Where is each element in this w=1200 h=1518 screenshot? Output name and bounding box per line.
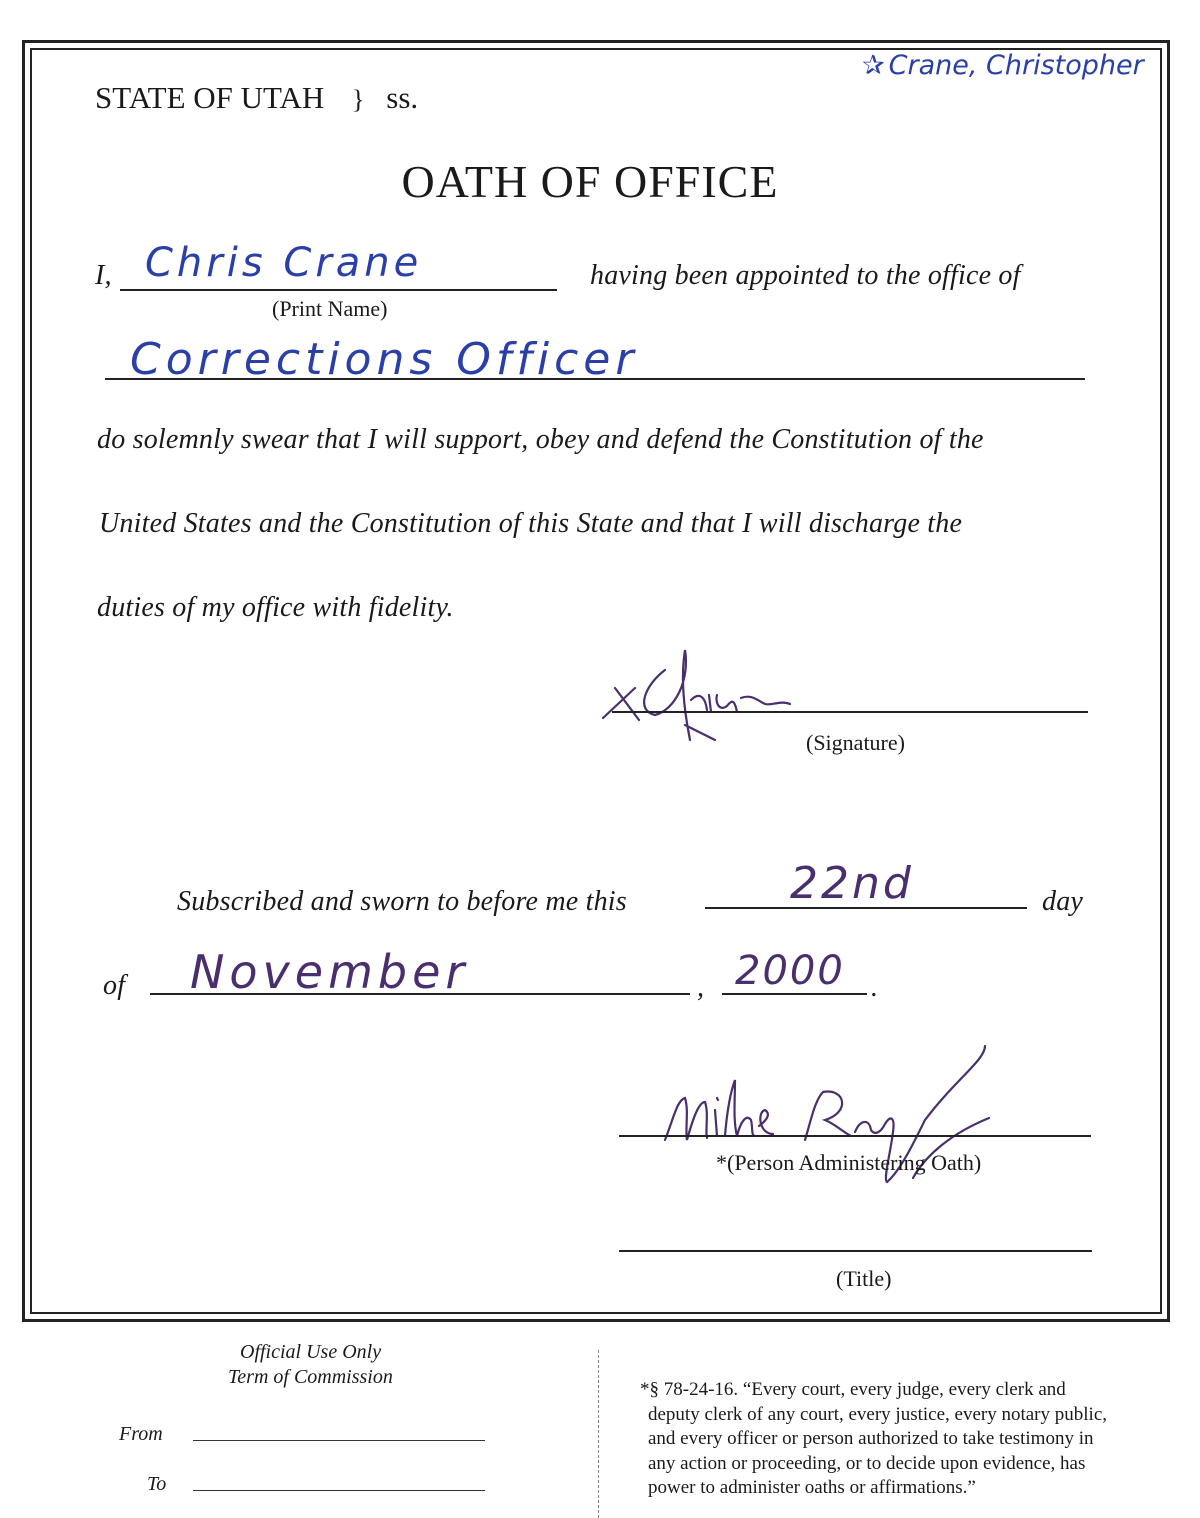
statute-line-4: any action or proceeding, or to decide upon evidence, has [648, 1452, 1086, 1474]
appointed-text: having been appointed to the office of [590, 260, 1021, 291]
subscribed-text: Subscribed and sworn to before me this [177, 886, 627, 917]
title-label: (Title) [836, 1266, 892, 1291]
office-value: Corrections Officer [130, 334, 639, 385]
statute-text [640, 1378, 1107, 1501]
term-heading: Term of Commission [228, 1366, 393, 1388]
month-value: November [190, 945, 470, 999]
to-line [193, 1490, 485, 1491]
title-line [619, 1250, 1092, 1252]
statute-line-5: power to administer oaths or affirmations.” [648, 1477, 976, 1498]
print-name-line [120, 289, 557, 291]
of-label: of [103, 970, 126, 1001]
from-line [193, 1440, 485, 1441]
signature-label: (Signature) [806, 730, 905, 755]
state-name: STATE OF UTAH [95, 80, 325, 115]
print-name-value: Chris Crane [145, 240, 423, 286]
comma: , [697, 972, 705, 1003]
document-title: OATH OF OFFICE [401, 156, 779, 207]
from-label: From [119, 1423, 163, 1445]
administrator-label: *(Person Administering Oath) [716, 1150, 982, 1175]
star-mark-icon: ✰ [862, 50, 885, 81]
oath-line-2: United States and the Constitution of this State and that I will discharge the [99, 508, 963, 539]
statute-line-3: and every officer or person authorized to take testimony in [648, 1428, 1094, 1449]
signature-line [612, 711, 1088, 713]
day-label: day [1042, 886, 1084, 917]
brace: } [352, 85, 365, 114]
officer-signature [595, 640, 815, 750]
year-value: 2000 [735, 948, 845, 994]
print-name-label: (Print Name) [272, 296, 388, 321]
oath-line-1: do solemnly swear that I will support, obey and defend the Constitution of the [97, 424, 984, 455]
day-value: 22nd [790, 858, 914, 909]
state-header [95, 80, 418, 116]
margin-note: ✰ Crane, Christopher [862, 50, 1144, 81]
to-label: To [147, 1473, 167, 1495]
footer-divider [598, 1350, 599, 1518]
ss-abbrev: ss. [386, 80, 419, 115]
oath-line-3: duties of my office with fidelity. [97, 592, 454, 623]
official-use-heading: Official Use Only [240, 1341, 382, 1363]
statute-line-2: deputy clerk of any court, every justice, every notary public, [648, 1403, 1107, 1425]
statute-line-1: *§ 78-24-16. “Every court, every judge, every clerk and [640, 1379, 1066, 1400]
period: . [871, 972, 879, 1003]
administrator-line [619, 1135, 1091, 1137]
i-prefix: I, [95, 260, 112, 291]
